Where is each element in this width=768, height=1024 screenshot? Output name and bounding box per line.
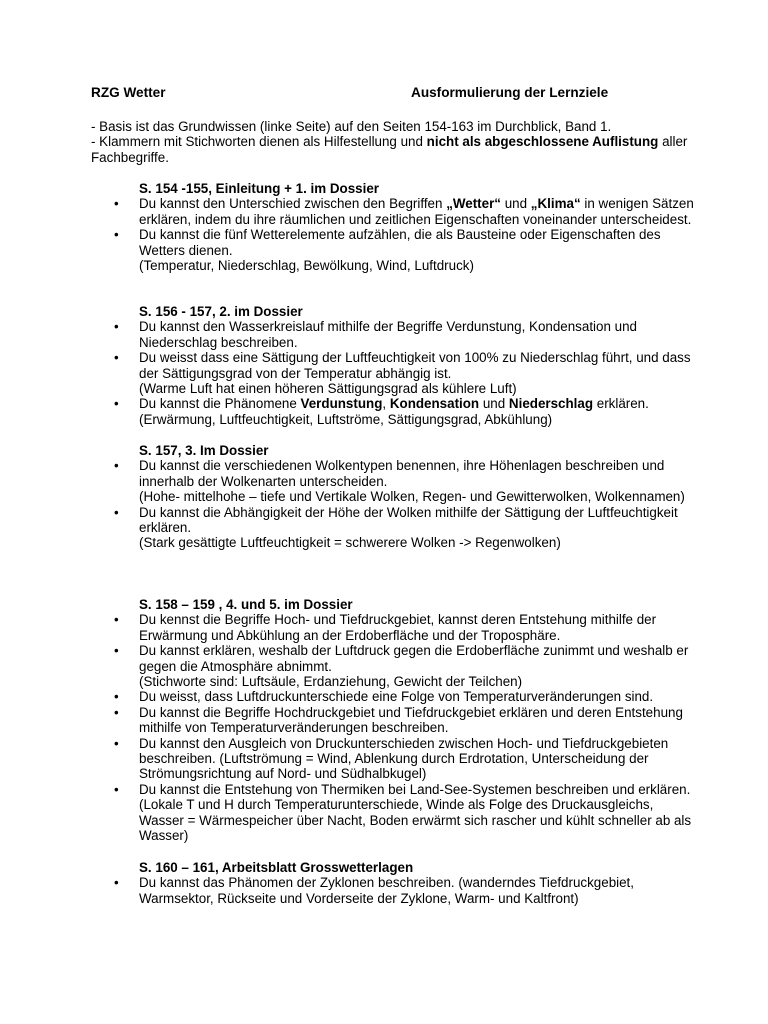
list-item: • Du weisst dass eine Sättigung der Luftfeuchtigkeit von 100% zu Niederschlag führt, und dass der Sättigungsgrad von der Temperatur abhängig ist. (Warme Luft hat einen höheren Sättigungsgrad als kühlere Luft) [139,350,699,396]
intro-line-2-end: aller Fachbegriffe. [91,134,688,165]
document-title: RZG Wetter [91,85,166,100]
section-4 [139,597,699,844]
hint-text: (Hohe- mittelhohe – tiefe und Vertikale Wolken, Regen- und Gewitterwolken, Wolkennamen) [139,489,685,505]
hint-text: (Warme Luft hat einen höheren Sättigungsgrad als kühlere Luft) [139,381,517,397]
list-item: • Du kannst den Ausgleich von Druckunterschieden zwischen Hoch- und Tiefdruckgebieten beschreiben. (Luftströmung = Wind, Ablenkung durch Erdrotation, Unterscheidung der Strömungsrichtung auf Nord- und Südhalbkugel) [139,736,699,782]
objective-list [139,319,699,427]
list-item: • Du kannst das Phänomen der Zyklonen beschreiben. (wanderndes Tiefdruckgebiet, Warmsektor, Rückseite und Vorderseite der Zyklone, Warm- und Kaltfront) [139,875,699,906]
hint-text: (Stark gesättigte Luftfeuchtigkeit = schwerere Wolken -> Regenwolken) [139,535,561,551]
hint-text: (Lokale T und H durch Temperaturunterschiede, Winde als Folge des Druckausgleichs, Wasser = Wärmespeicher über Nacht, Boden erwärmt sich rascher und kühlt schneller ab als Wasser) [139,797,692,844]
list-item: • Du kannst die Phänomene Verdunstung, Kondensation und Niederschlag erklären. (Erwärmung, Luftfeuchtigkeit, Luftströme, Sättigungsgrad, Abkühlung) [139,396,699,427]
list-item: • Du kannst die Abhängigkeit der Höhe der Wolken mithilfe der Sättigung der Luftfeuchtigkeit erklären. (Stark gesättigte Luftfeuchtigkeit = schwerere Wolken -> Regenwolken) [139,505,699,551]
section-3 [139,443,699,551]
list-item: • Du kennst die Begriffe Hoch- und Tiefdruckgebiet, kannst deren Entstehung mithilfe der Erwärmung und Abkühlung an der Erdoberfläche und der Troposphäre. [139,612,699,643]
section-5 [139,860,699,906]
list-item: • Du kannst die fünf Wetterelemente aufzählen, die als Bausteine oder Eigenschaften des Wetters dienen. (Temperatur, Niederschlag, Bewölkung, Wind, Luftdruck) [139,227,699,273]
document-subtitle: Ausformulierung der Lernziele [411,85,609,100]
hint-text: (Erwärmung, Luftfeuchtigkeit, Luftströme, Sättigungsgrad, Abkühlung) [139,411,553,427]
intro-line-2-bold: nicht als abgeschlossene Auflistung [426,134,659,150]
list-item: • Du kannst die Entstehung von Thermiken bei Land-See-Systemen beschreiben und erklären. (Lokale T und H durch Temperaturunterschiede, Winde als Folge des Druckausgleichs, Wasser = Wärmespeicher über Nacht, Boden erwärmt sich rascher und kühlt schneller ab als Wasser) [139,782,699,844]
intro-line-2-text: - Klammern mit Stichworten dienen als Hilfestellung und [91,134,427,150]
hint-text: (Temperatur, Niederschlag, Bewölkung, Wind, Luftdruck) [139,258,474,274]
list-item: • Du weisst, dass Luftdruckunterschiede eine Folge von Temperaturveränderungen sind. [139,689,699,704]
section-2 [139,304,699,427]
hint-text: (Stichworte sind: Luftsäule, Erdanziehung, Gewicht der Teilchen) [139,674,523,690]
document-header [91,85,691,103]
objective-list [139,196,699,273]
section-title: S. 156 - 157, 2. im Dossier [139,304,303,319]
section-title: S. 154 -155, Einleitung + 1. im Dossier [139,181,380,196]
list-item: • Du kannst die verschiedenen Wolkentypen benennen, ihre Höhenlagen beschreiben und innerhalb der Wolkenarten unterscheiden. (Hohe- mittelhohe – tiefe und Vertikale Wolken, Regen- und Gewitterwolken, Wolkennamen) [139,458,699,504]
list-item: • Du kannst die Begriffe Hochdruckgebiet und Tiefdruckgebiet erklären und deren Entstehung mithilfe von Temperaturveränderungen beschreiben. [139,705,699,736]
intro-text [91,119,711,165]
list-item: • Du kannst den Wasserkreislauf mithilfe der Begriffe Verdunstung, Kondensation und Niederschlag beschreiben. [139,319,699,350]
section-title: S. 158 – 159 , 4. und 5. im Dossier [139,597,353,612]
intro-line-2 [91,134,711,165]
section-title: S. 157, 3. Im Dossier [139,443,269,458]
objective-list [139,612,699,843]
list-item: • Du kannst den Unterschied zwischen den Begriffen „Wetter“ und „Klima“ in wenigen Sätzen erklären, indem du ihre räumlichen und zeitlichen Eigenschaften voneinander unterscheidest. [139,196,699,227]
list-item: • Du kannst erklären, weshalb der Luftdruck gegen die Erdoberfläche zunimmt und weshalb er gegen die Atmosphäre abnimmt. (Stichworte sind: Luftsäule, Erdanziehung, Gewicht der Teilchen) [139,643,699,689]
objective-list [139,458,699,550]
objective-list [139,875,699,906]
section-1 [139,181,699,273]
intro-line-1: - Basis ist das Grundwissen (linke Seite) auf den Seiten 154-163 im Durchblick, Band 1. [91,119,612,134]
section-title: S. 160 – 161, Arbeitsblatt Grosswetterlagen [139,860,414,875]
